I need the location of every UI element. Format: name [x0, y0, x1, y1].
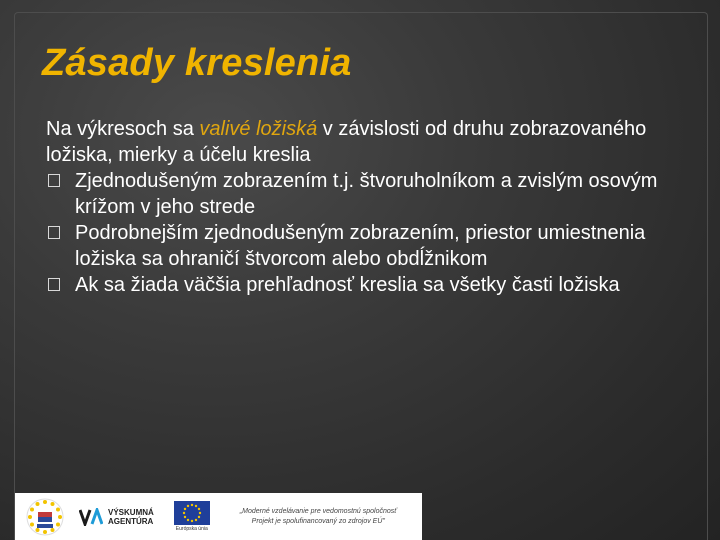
checkbox-bullet-icon: [48, 278, 60, 291]
bullet-text: Zjednodušeným zobrazením t.j. štvoruholníkom a zvislým osovým krížom v jeho strede: [75, 170, 658, 218]
eu-flag-icon: [174, 501, 210, 525]
footer-quote: [240, 507, 397, 527]
footer-quote-line1: „Moderné vzdelávanie pre vedomostnú spoločnosť: [239, 507, 397, 515]
bullet-text: Ak sa žiada väčšia prehľadnosť kreslia sa všetky časti ložiska: [75, 274, 620, 296]
bullet-list: [46, 168, 666, 298]
eu-flag-label: Európska únia: [175, 526, 208, 532]
slide-title: Zásady kreslenia: [42, 42, 352, 84]
vyskumna-agentura-logo: [79, 508, 154, 526]
slide-body: [46, 116, 666, 298]
lead-paragraph: [46, 116, 666, 168]
lead-text-after: v závislosti od druhu zobrazovaného ložiska, mierky a účelu kreslia: [46, 118, 647, 166]
footer-logo-strip: [15, 493, 422, 540]
bullet-item: [46, 272, 666, 298]
eu-stars-circle-logo: [25, 497, 65, 537]
bullet-item: [46, 168, 666, 220]
bullet-text: Podrobnejším zjednodušeným zobrazením, priestor umiestnenia ložiska sa ohraničí štvorcom alebo obdĺžnikom: [75, 222, 646, 270]
footer-quote-line2: Projekt je spolufinancovaný zo zdrojov EÚ": [251, 517, 385, 525]
va-logo-line1: VÝSKUMNÁ: [108, 507, 154, 517]
va-mark-icon: [79, 508, 103, 526]
lead-text-before: Na výkresoch sa: [46, 118, 200, 140]
eu-flag-logo: [174, 501, 210, 532]
lead-highlight: valivé ložiská: [199, 118, 318, 140]
checkbox-bullet-icon: [48, 174, 60, 187]
va-logo-line2: AGENTÚRA: [108, 516, 154, 526]
checkbox-bullet-icon: [48, 226, 60, 239]
bullet-item: [46, 220, 666, 272]
